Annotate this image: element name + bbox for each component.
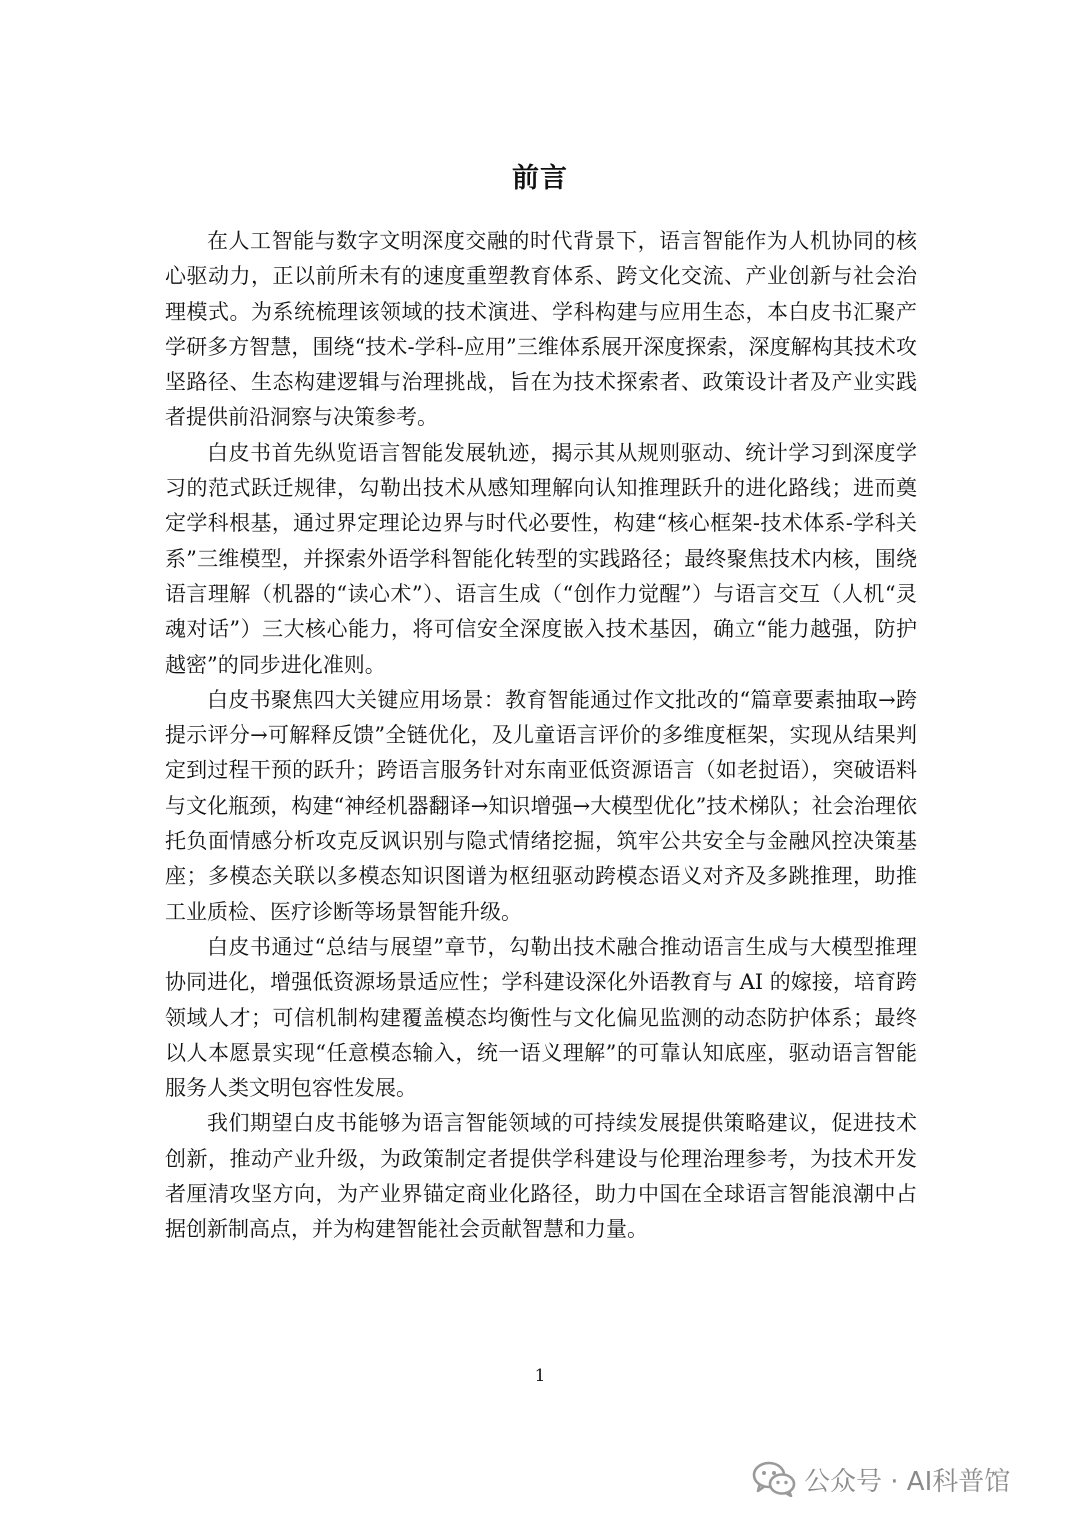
- paragraph-4: 白皮书通过“总结与展望”章节，勾勒出技术融合推动语言生成与大模型推理协同进化，增强低资源场景适应性；学科建设深化外语教育与 AI 的嫁接，培育跨领域人才；可信机制构建覆盖模态均衡性与文化偏见监测的动态防护体系；最终以人本愿景实现“任意模态输入，统一语义理解”的可靠认知底座，驱动语言智能服务人类文明包容性发展。: [165, 934, 917, 1101]
- wechat-icon: [752, 1461, 796, 1497]
- paragraph-2: 白皮书首先纵览语言智能发展轨迹，揭示其从规则驱动、统计学习到深度学习的范式跃迁规律，勾勒出技术从感知理解向认知推理跃升的进化路线；进而奠定学科根基，通过界定理论边界与时代必要性，构建“核心框架-技术体系-学科关系”三维模型，并探索外语学科智能化转型的实践路径；最终聚焦技术内核，围绕语言理解（机器的“读心术”）、语言生成（“创作力觉醒”）与语言交互（人机“灵魂对话”）三大核心能力，将可信安全深度嵌入技术基因，确立“能力越强，防护越密”的同步进化准则。: [165, 440, 917, 677]
- paragraph-5: 我们期望白皮书能够为语言智能领域的可持续发展提供策略建议，促进技术创新，推动产业升级，为政策制定者提供学科建设与伦理治理参考，为技术开发者厘清攻坚方向，为产业界锚定商业化路径，助力中国在全球语言智能浪潮中占据创新制高点，并为构建智能社会贡献智慧和力量。: [165, 1111, 917, 1242]
- page-title: 前言: [512, 163, 568, 195]
- paragraph-1: 在人工智能与数字文明深度交融的时代背景下，语言智能作为人机协同的核心驱动力，正以前所未有的速度重塑教育体系、跨文化交流、产业创新与社会治理模式。为系统梳理该领域的技术演进、学科构建与应用生态，本白皮书汇聚产学研多方智慧，围绕“技术-学科-应用”三维体系展开深度探索，深度解构其技术攻坚路径、生态构建逻辑与治理挑战，旨在为技术探索者、政策设计者及产业实践者提供前沿洞察与决策参考。: [165, 229, 917, 430]
- paragraph-3: 白皮书聚焦四大关键应用场景：教育智能通过作文批改的“篇章要素抽取→跨提示评分→可解释反馈”全链优化，及儿童语言评价的多维度框架，实现从结果判定到过程干预的跃升；跨语言服务针对东南亚低资源语言（如老挝语），突破语料与文化瓶颈，构建“神经机器翻译→知识增强→大模型优化”技术梯队；社会治理依托负面情感分析攻克反讽识别与隐式情绪挖掘，筑牢公共安全与金融风控决策基座；多模态关联以多模态知识图谱为枢纽驱动跨模态语义对齐及多跳推理，助推工业质检、医疗诊断等场景智能升级。: [165, 687, 917, 924]
- body-text: [165, 224, 917, 1248]
- page-number: 1: [534, 1366, 546, 1386]
- watermark-text: 公众号 · AI科普馆: [804, 1466, 1011, 1497]
- watermark: [752, 1457, 1010, 1501]
